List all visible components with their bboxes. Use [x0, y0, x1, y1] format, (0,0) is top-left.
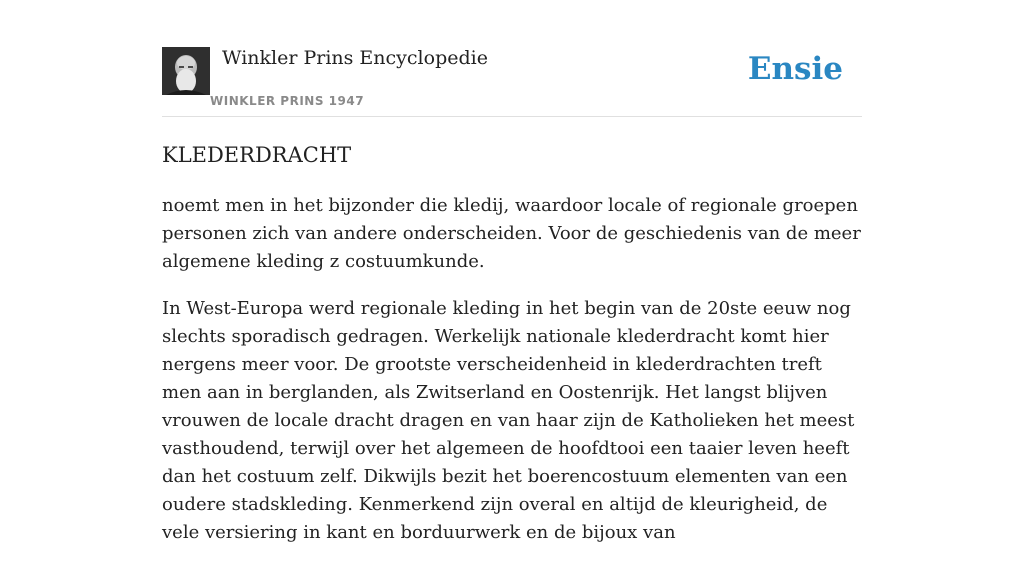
article-body: [162, 192, 862, 566]
portrait-photo-icon: [162, 47, 210, 95]
article-title: KLEDERDRACHT: [162, 143, 352, 167]
source-subtitle[interactable]: WINKLER PRINS 1947: [210, 94, 365, 108]
article-paragraph: In West-Europa werd regionale kleding in het begin van de 20ste eeuw nog slechts sporadisch gedragen. Werkelijk nationale klederdracht komt hier nergens meer voor. De grootste verscheidenheid in klederdrachten treft men aan in berglanden, als Zwitserland en Oostenrijk. Het langst blijven vrouwen de locale dracht dragen en van haar zijn de Katholieken het meest vasthoudend, terwijl over het algemeen de hoofdtooi een taaier leven heeft dan het costuum zelf. Dikwijls bezit het boerencostuum elementen van een oudere stadskleding. Kenmerkend zijn overal en altijd de kleurigheid, de vele versiering in kant en borduurwerk en de bijoux van: [162, 298, 855, 543]
article-paragraph: noemt men in het bijzonder die kledij, waardoor locale of regionale groepen personen zich van andere onderscheiden. Voor de geschiedenis van de meer algemene kleding z costuumkunde.: [162, 195, 861, 272]
source-avatar[interactable]: [162, 47, 210, 95]
source-title[interactable]: Winkler Prins Encyclopedie: [222, 47, 488, 69]
brand-logo[interactable]: Ensie: [747, 51, 843, 87]
source-header: [162, 46, 862, 117]
